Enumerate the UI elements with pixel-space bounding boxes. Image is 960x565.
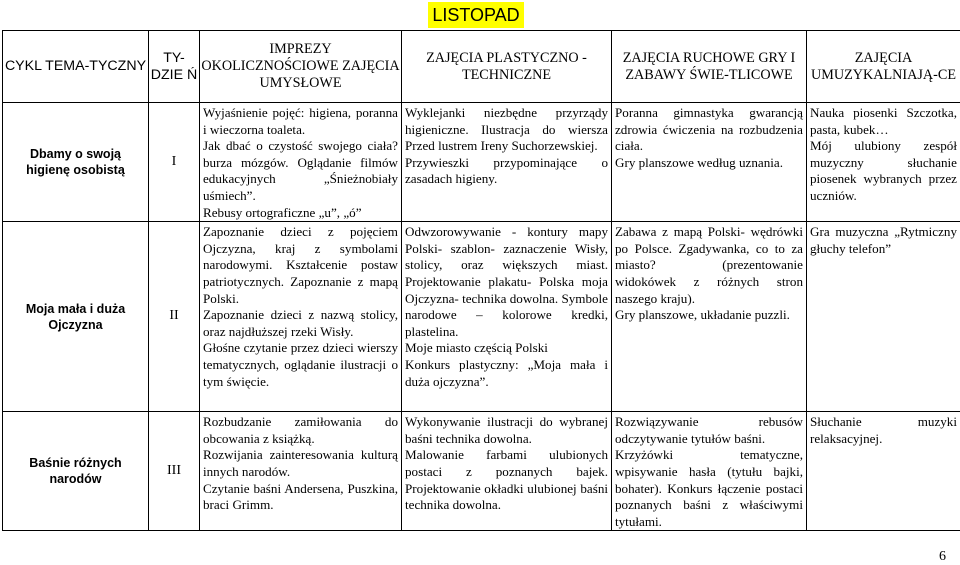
art-text: Wyklejanki niezbędne przyrządy higieniczne. Ilustracja do wiersza Przed lustrem Ireny Suchorzewskiej. [405, 105, 608, 154]
cycle-cell: Moja mała i duża Ojczyzna [3, 222, 149, 412]
movement-cell [612, 103, 807, 222]
music-text: Gra muzyczna „Rytmiczny głuchy telefon” [810, 224, 957, 256]
header-movement: ZAJĘCIA RUCHOWE GRY I ZABAWY ŚWIE-TLICOWE [612, 31, 807, 103]
table-row [3, 103, 960, 222]
movement-cell [612, 222, 807, 412]
art-cell [402, 222, 612, 412]
cycle-cell: Baśnie różnych narodów [3, 412, 149, 531]
header-art: ZAJĘCIA PLASTYCZNO - TECHNICZNE [402, 31, 612, 103]
week-cell: II [149, 222, 200, 412]
music-cell [807, 412, 960, 531]
music-text: Mój ulubiony zespół muzyczny słuchanie piosenek wybranych przez uczniów. [810, 138, 957, 203]
table-row [3, 412, 960, 531]
events-text: Głośne czytanie przez dzieci wierszy tematycznych, oglądanie ilustracji o tym święcie. [203, 340, 398, 389]
art-text: Wykonywanie ilustracji do wybranej baśni technika dowolna. [405, 414, 608, 446]
plan-table [2, 30, 960, 531]
movement-text: Gry planszowe, układanie puzzli. [615, 307, 790, 323]
movement-text: Poranna gimnastyka gwarancją zdrowia ćwiczenia na rozbudzenia ciała. [615, 105, 803, 154]
cycle-cell: Dbamy o swoją higienę osobistą [3, 103, 149, 222]
events-cell [200, 412, 402, 531]
movement-text: Zabawa z mapą Polski- wędrówki po Polsce. Zgadywanka, co to za miasto? (prezentowanie widokówek z różnych stron naszego kraju). [615, 224, 803, 306]
movement-text: Krzyżówki tematyczne, wpisywanie hasła (tytułu bajki, bohater). Konkurs łączenie postaci poznanych baśni z właściwymi tytułami. [615, 447, 803, 529]
events-text: Zapoznanie dzieci z nazwą stolicy, oraz najdłuższej rzeki Wisły. [203, 307, 398, 339]
music-text: Słuchanie muzyki relaksacyjnej. [810, 414, 957, 446]
music-cell [807, 222, 960, 412]
header-events: IMPREZY OKOLICZNOŚCIOWE ZAJĘCIA UMYSŁOWE [200, 31, 402, 103]
events-text: Wyjaśnienie pojęć: higiena, poranna i wieczorna toaleta. [203, 105, 398, 137]
week-cell: I [149, 103, 200, 222]
art-text: Moje miasto częścią Polski [405, 340, 548, 356]
art-text: Przywieszki przypominające o zasadach higieny. [405, 154, 608, 187]
page-title: LISTOPAD [428, 2, 524, 28]
week-cell: III [149, 412, 200, 531]
events-text: Zapoznanie dzieci z pojęciem Ojczyzna, kraj z symbolami narodowymi. Kształcenie postaw patriotycznych. Zapoznanie z mapą Polski. [203, 224, 398, 306]
header-music: ZAJĘCIA UMUZYKALNIAJĄ-CE [807, 31, 960, 103]
events-text: Rozwijania zainteresowania kulturą innych narodów. [203, 447, 398, 479]
events-text: Jak dbać o czystość swojego ciała? burza mózgów. Oglądanie filmów edukacyjnych „Śnieżnobiały uśmiech”. [203, 138, 398, 203]
music-text: Nauka piosenki Szczotka, pasta, kubek… [810, 105, 957, 137]
movement-cell [612, 412, 807, 531]
table-row [3, 222, 960, 412]
header-week: TY-DZIE Ń [149, 31, 200, 103]
events-text: Rozbudzanie zamiłowania do obcowania z książką. [203, 414, 398, 446]
header-row [3, 31, 960, 103]
art-cell [402, 103, 612, 222]
art-text: Odwzorowywanie - kontury mapy Polski- szablon- zaznaczenie Wisły, stolicy, oraz większych miast. Projektowanie plakatu- Polska moja Ojczyzna- technika dowolna. Symbole narodowe – kolorowe kredki, plastelina. [405, 224, 608, 339]
movement-text: Rozwiązywanie rebusów odczytywanie tytułów baśni. [615, 414, 803, 446]
music-cell [807, 103, 960, 222]
events-text: Czytanie baśni Andersena, Puszkina, braci Grimm. [203, 480, 398, 513]
art-text: Malowanie farbami ulubionych postaci z poznanych bajek. Projektowanie okładki ulubionej baśni technika dowolna. [405, 447, 608, 513]
events-text: Rebusy ortograficzne „u”, „ó” [203, 204, 362, 220]
page-number: 6 [939, 549, 946, 564]
events-cell [200, 222, 402, 412]
events-cell [200, 103, 402, 222]
movement-text: Gry planszowe według uznania. [615, 154, 783, 170]
art-cell [402, 412, 612, 531]
header-cycle: CYKL TEMA-TYCZNY [3, 31, 149, 103]
art-text: Konkurs plastyczny: „Moja mała i duża ojczyzna”. [405, 356, 608, 389]
